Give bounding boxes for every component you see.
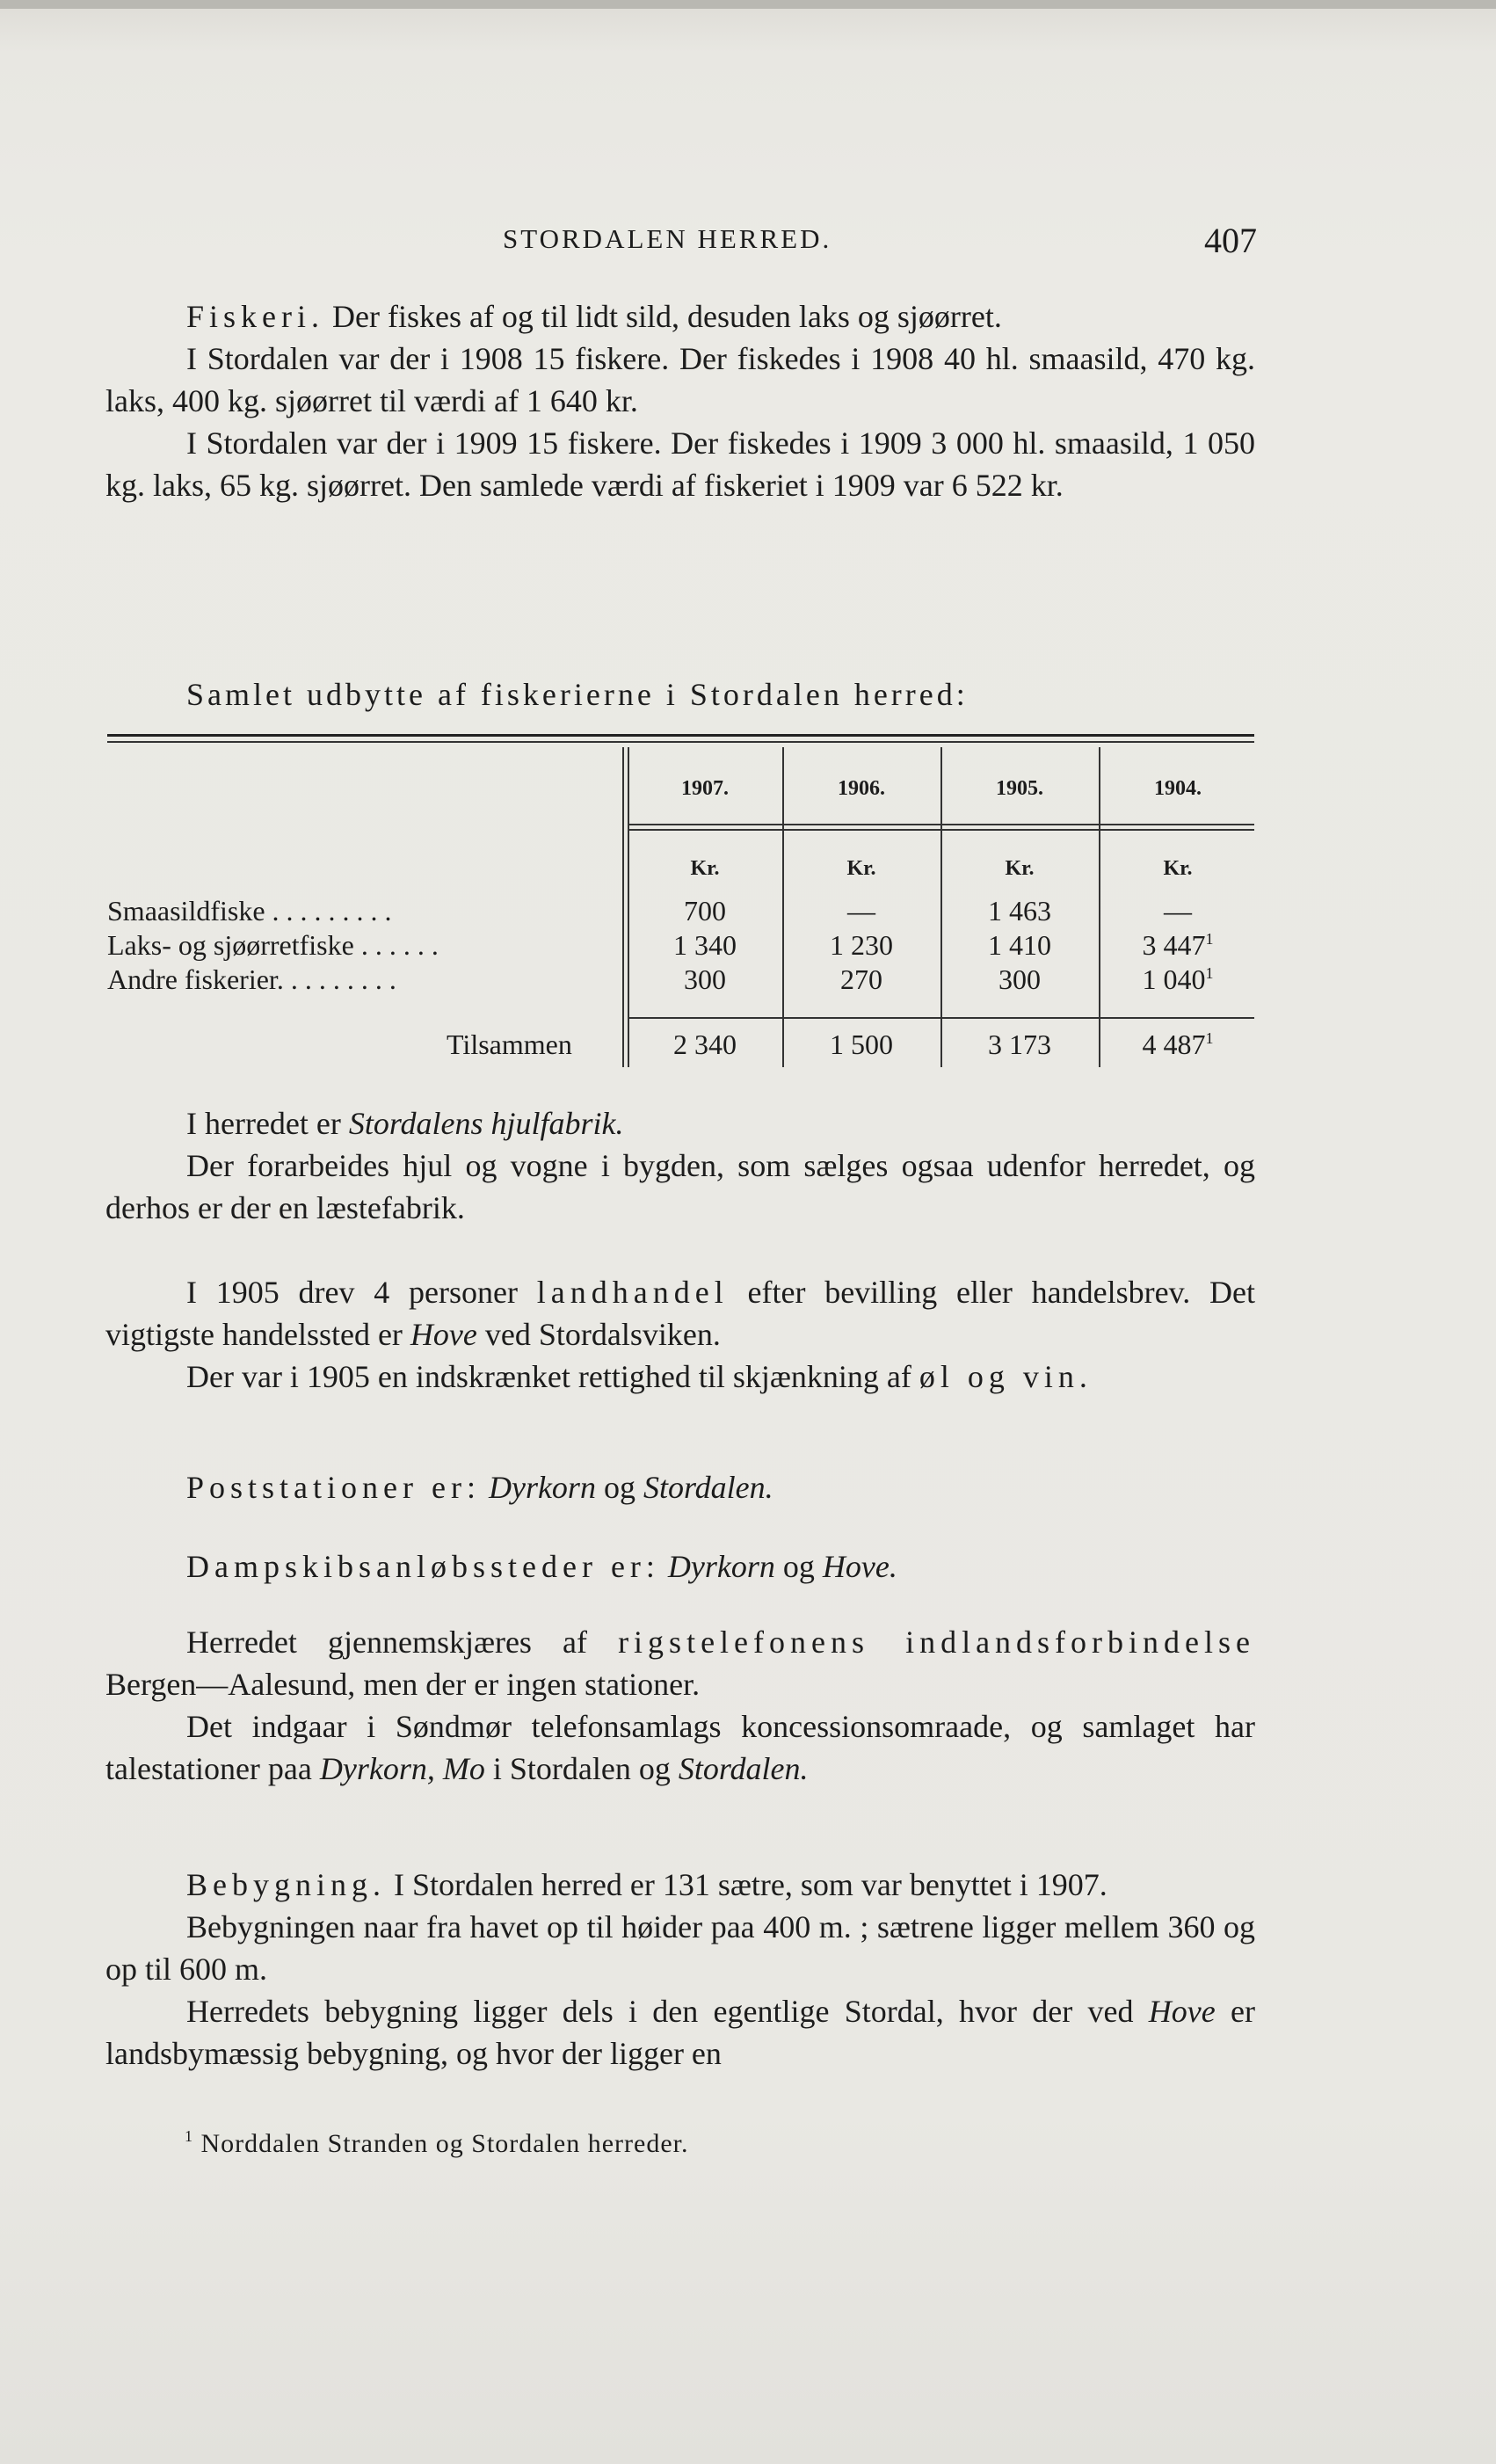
table-top-rule [107, 734, 1254, 737]
footnote-ref: 1 [1205, 964, 1214, 982]
trade-p1: I 1905 drev 4 personer landhandel efter bevilling eller handelsbrev. Det vigtigste handelssted er Hove ved Stordalsviken. [105, 1275, 1256, 1352]
page-number: 407 [1204, 221, 1257, 260]
fiskeri-intro: Fiskeri. Der fiskes af og til lidt sild, desuden laks og sjøørret. [186, 299, 1002, 334]
year-header-1904: 1904. [1154, 777, 1202, 800]
row-label-andre: Andre fiskerier. . . . . . . . . [107, 963, 396, 995]
table-cell: 1 $040^1$ [1142, 963, 1214, 995]
unit-label: Kr. [846, 857, 876, 880]
total-cell: 3 173 [988, 1028, 1051, 1060]
table-cell: 1 463 [988, 895, 1051, 927]
row-label-smaasildfiske: Smaasildfiske . . . . . . . . . [107, 895, 392, 927]
table-top-rule-thin [107, 741, 1254, 743]
trade-p2: Der var i 1905 en indskrænket rettighed til skjænkning af øl og vin. [186, 1359, 1093, 1394]
industry-section [105, 1102, 1255, 1229]
bebygning-p3: Herredets bebygning ligger dels i den egentlige Stordal, hvor der ved Hove er landsbymæssig bebygning, og hvor der ligger en [105, 1994, 1255, 2071]
fiskeri-heading: Fiskeri. [186, 299, 325, 334]
fiskeri-1908: I Stordalen var der i 1908 15 fiskere. Der fiskedes i 1908 40 hl. smaasild, 470 kg. laks, 400 kg. sjøørret til værdi af 1 640 kr. [105, 341, 1255, 418]
bebygning-p1: Bebygning. I Stordalen herred er 131 sætre, som var benyttet i 1907. [186, 1867, 1107, 1902]
table-caption-block [105, 673, 1255, 716]
unit-label: Kr. [1163, 857, 1193, 880]
telephone-p1: Herredet gjennemskjæres af rigstelefonens indlandsforbindelse Bergen—Aalesund, men der er ingen stationer. [105, 1624, 1256, 1702]
table-caption: Samlet udbytte af fiskerierne i Stordalen herred: [186, 677, 969, 712]
table-cell: — [847, 895, 875, 927]
totals-label: Tilsammen [447, 1028, 572, 1060]
fiskeri-section [105, 295, 1255, 506]
page-top-edge [0, 0, 1496, 9]
bebygning-section [105, 1864, 1255, 2075]
table-cell: 1 230 [830, 929, 893, 961]
table-cell: 700 [684, 895, 726, 927]
post-line: Poststationer er: Dyrkorn og Stordalen. [186, 1470, 773, 1505]
footnote-ref: 1 [1205, 1029, 1214, 1047]
year-header-1905: 1905. [996, 777, 1043, 800]
telephone-p2: Det indgaar i Søndmør telefonsamlags koncessionsomraade, og samlaget har talestationer paa Dyrkorn, Mo i Stordalen og Stordalen. [105, 1709, 1255, 1786]
footnote-text: Norddalen Stranden og Stordalen herreder. [200, 2129, 689, 2158]
fiskeri-1909: I Stordalen var der i 1909 15 fiskere. Der fiskedes i 1909 3 000 hl. smaasild, 1 050 kg. laks, 65 kg. sjøørret. Den samlede værdi af fiskeriet i 1909 var 6 522 kr. [105, 425, 1255, 503]
steamer-section [105, 1545, 1255, 1588]
running-title: STORDALEN HERRED. [503, 223, 832, 254]
table-cell: 270 [840, 963, 882, 995]
bebygning-heading: Bebygning. [186, 1867, 386, 1902]
total-cell: 2 340 [673, 1028, 737, 1060]
total-cell: 1 500 [830, 1028, 893, 1060]
footnote-ref: 1 [1205, 930, 1214, 948]
total-cell: 4 $487^1$ [1142, 1028, 1214, 1060]
table-cell: 300 [684, 963, 726, 995]
header-rule [628, 824, 1254, 825]
unit-label: Kr. [1005, 857, 1035, 880]
table-cell: 1 410 [988, 929, 1051, 961]
table-cell: 1 340 [673, 929, 737, 961]
year-header-1906: 1906. [838, 777, 885, 800]
totals-rule [628, 1017, 1254, 1019]
telephone-section [105, 1621, 1255, 1790]
table-cell: — [1164, 895, 1192, 927]
page-header [0, 220, 1496, 264]
table-cell: 300 [999, 963, 1041, 995]
table-cell: 3 $447^1$ [1142, 929, 1214, 961]
footnote-marker: 1 [185, 2127, 193, 2145]
row-label-laks: Laks- og sjøørretfiske . . . . . . [107, 929, 439, 961]
table-label-divider [622, 747, 624, 1067]
trade-section [105, 1271, 1255, 1398]
year-header-1907: 1907. [681, 777, 729, 800]
industry-p2: Der forarbeides hjul og vogne i bygden, som sælges ogsaa udenfor herredet, og derhos er der en læstefabrik. [105, 1148, 1255, 1225]
industry-p1: I herredet er Stordalens hjulfabrik. [186, 1106, 624, 1141]
unit-label: Kr. [690, 857, 720, 880]
footnote [185, 2127, 689, 2159]
factory-name: Stordalens hjulfabrik. [348, 1106, 624, 1141]
post-section [105, 1466, 1255, 1508]
bebygning-p2: Bebygningen naar fra havet op til høider paa 400 m. ; sætrene ligger mellem 360 og op til 600 m. [105, 1909, 1255, 1987]
header-rule-2 [628, 829, 1254, 831]
steamer-line: Dampskibsanløbssteder er: Dyrkorn og Hove. [186, 1549, 897, 1584]
